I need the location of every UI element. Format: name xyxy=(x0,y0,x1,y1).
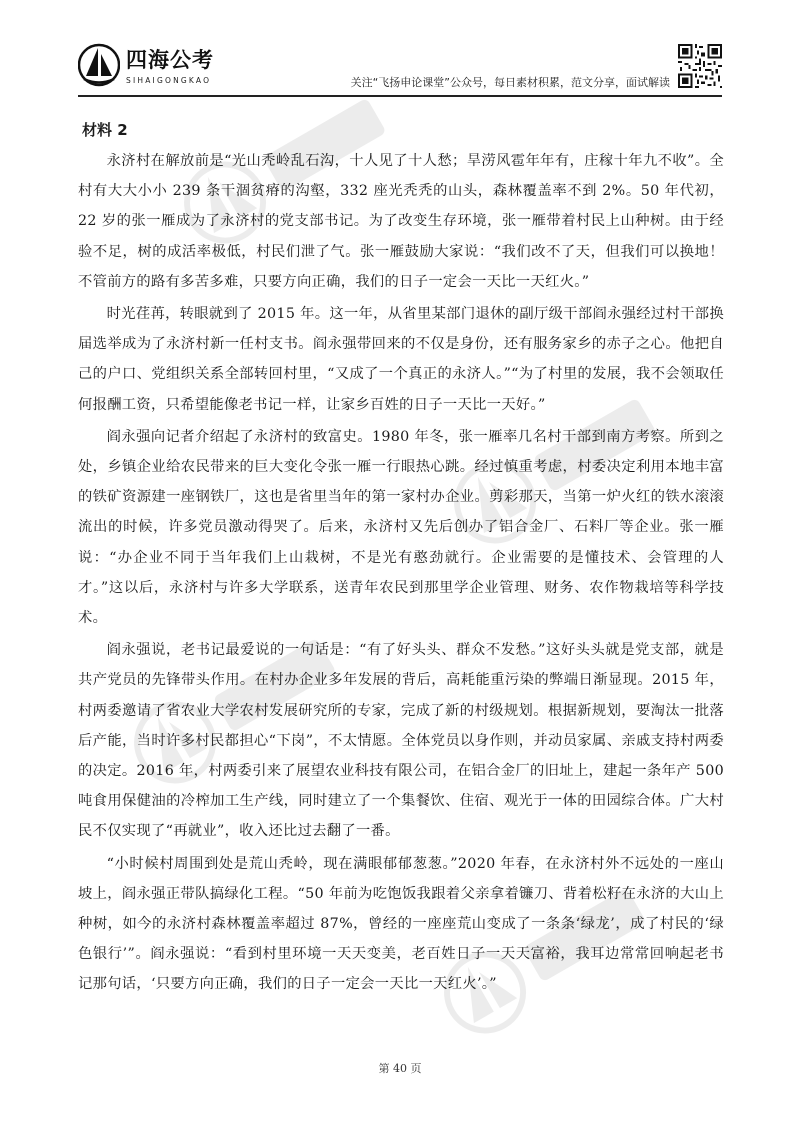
header-slogan: 关注“飞扬申论课堂”公众号，每日素材积累，范文分享，面试解读 xyxy=(350,76,670,89)
paragraph: 永济村在解放前是“光山秃岭乱石沟，十人见了十人愁；旱涝风雹年年有，庄稼十年九不收”。全村有大大小小 239 条干涸贫瘠的沟壑，332 座光秃秃的山头，森林覆盖率不到 2%。50 年代初，22 岁的张一雁成为了永济村的党支部书记。为了改变生存环境，张一雁带着村民上山种树。由于经验不足，树的成活率极低，村民们泄了气。张一雁鼓励大家说：“我们改不了天，但我们可以换地！不管前方的路有多苦多难，只要方向正确，我们的日子一定会一天比一天红火。” xyxy=(78,153,724,290)
brand-subtitle: SIHAIGONGKAO xyxy=(126,76,212,85)
paragraph: “小时候村周围到处是荒山秃岭，现在满眼郁郁葱葱。”2020 年春，在永济村外不远处的一座山坡上，阎永强正带队搞绿化工程。“50 年前为吃饱饭我跟着父亲拿着镰刀、背着松籽在永济的大山上种树，如今的永济村森林覆盖率超过 87%，曾经的一座座荒山变成了一条条‘绿龙’，成了村民的‘绿色银行’”。阎永强说：“看到村里环境一天天变美，老百姓日子一天天富裕，我耳边常常回响起老书记那句话，‘只要方向正确，我们的日子一定会一天比一天红火’。” xyxy=(78,855,724,993)
paragraph: 阎永强向记者介绍起了永济村的致富史。1980 年冬，张一雁率几名村干部到南方考察。所到之处，乡镇企业给农民带来的巨大变化令张一雁一行眼热心跳。经过慎重考虑，村委决定利用本地丰富的铁矿资源建一座钢铁厂，这也是省里当年的第一家村办企业。剪彩那天，当第一炉火红的铁水滚滚流出的时候，许多党员激动得哭了。后来，永济村又先后创办了铝合金厂、石料厂等企业。张一雁说：“办企业不同于当年我们上山栽树，不是光有憨劲就行。企业需要的是懂技术、会管理的人才。”这以后，永济村与许多大学联系，送青年农民到那里学企业管理、财务、农作物栽培等科学技术。 xyxy=(78,428,724,627)
sailboat-logo-icon xyxy=(78,42,120,88)
page-header xyxy=(0,0,800,100)
page-number: 第 40 页 xyxy=(378,1062,422,1075)
qr-code-icon xyxy=(678,44,722,88)
paragraph: 时光荏苒，转眼就到了 2015 年。这一年，从省里某部门退休的副厅级干部阎永强经过村干部换届选举成为了永济村新一任村支书。阎永强带回来的不仅是身份，还有服务家乡的赤子之心。他把自己的户口、党组织关系全部转回村里，“又成了一个真正的永济人。”“为了村里的发展，我不会领取任何报酬工资，只希望能像老书记一样，让家乡百姓的日子一天比一天好。” xyxy=(78,306,724,413)
header-divider xyxy=(78,95,722,97)
paragraph: 阎永强说，老书记最爱说的一句话是：“有了好头头、群众不发愁。”这好头头就是党支部，就是共产党员的先锋带头作用。在村办企业多年发展的背后，高耗能重污染的弊端日渐显现。2015 年，村两委邀请了省农业大学农村发展研究所的专家，完成了新的村级规划。根据新规划，要淘汰一批落后产能，当时许多村民都担心“下岗”，不太情愿。全体党员以身作则，并动员家属、亲戚支持村两委的决定。2016 年，村两委引来了展望农业科技有限公司，在铝合金厂的旧址上，建起一条年产 500 吨食用保健油的冷榨加工生产线，同时建立了一个集餐饮、住宿、观光于一体的田园综合体。广大村民不仅实现了“再就业”，收入还比过去翻了一番。 xyxy=(78,642,724,840)
document-body xyxy=(78,120,724,1000)
section-title: 材料 2 xyxy=(82,121,128,139)
brand-name: 四海公考 xyxy=(126,48,214,72)
